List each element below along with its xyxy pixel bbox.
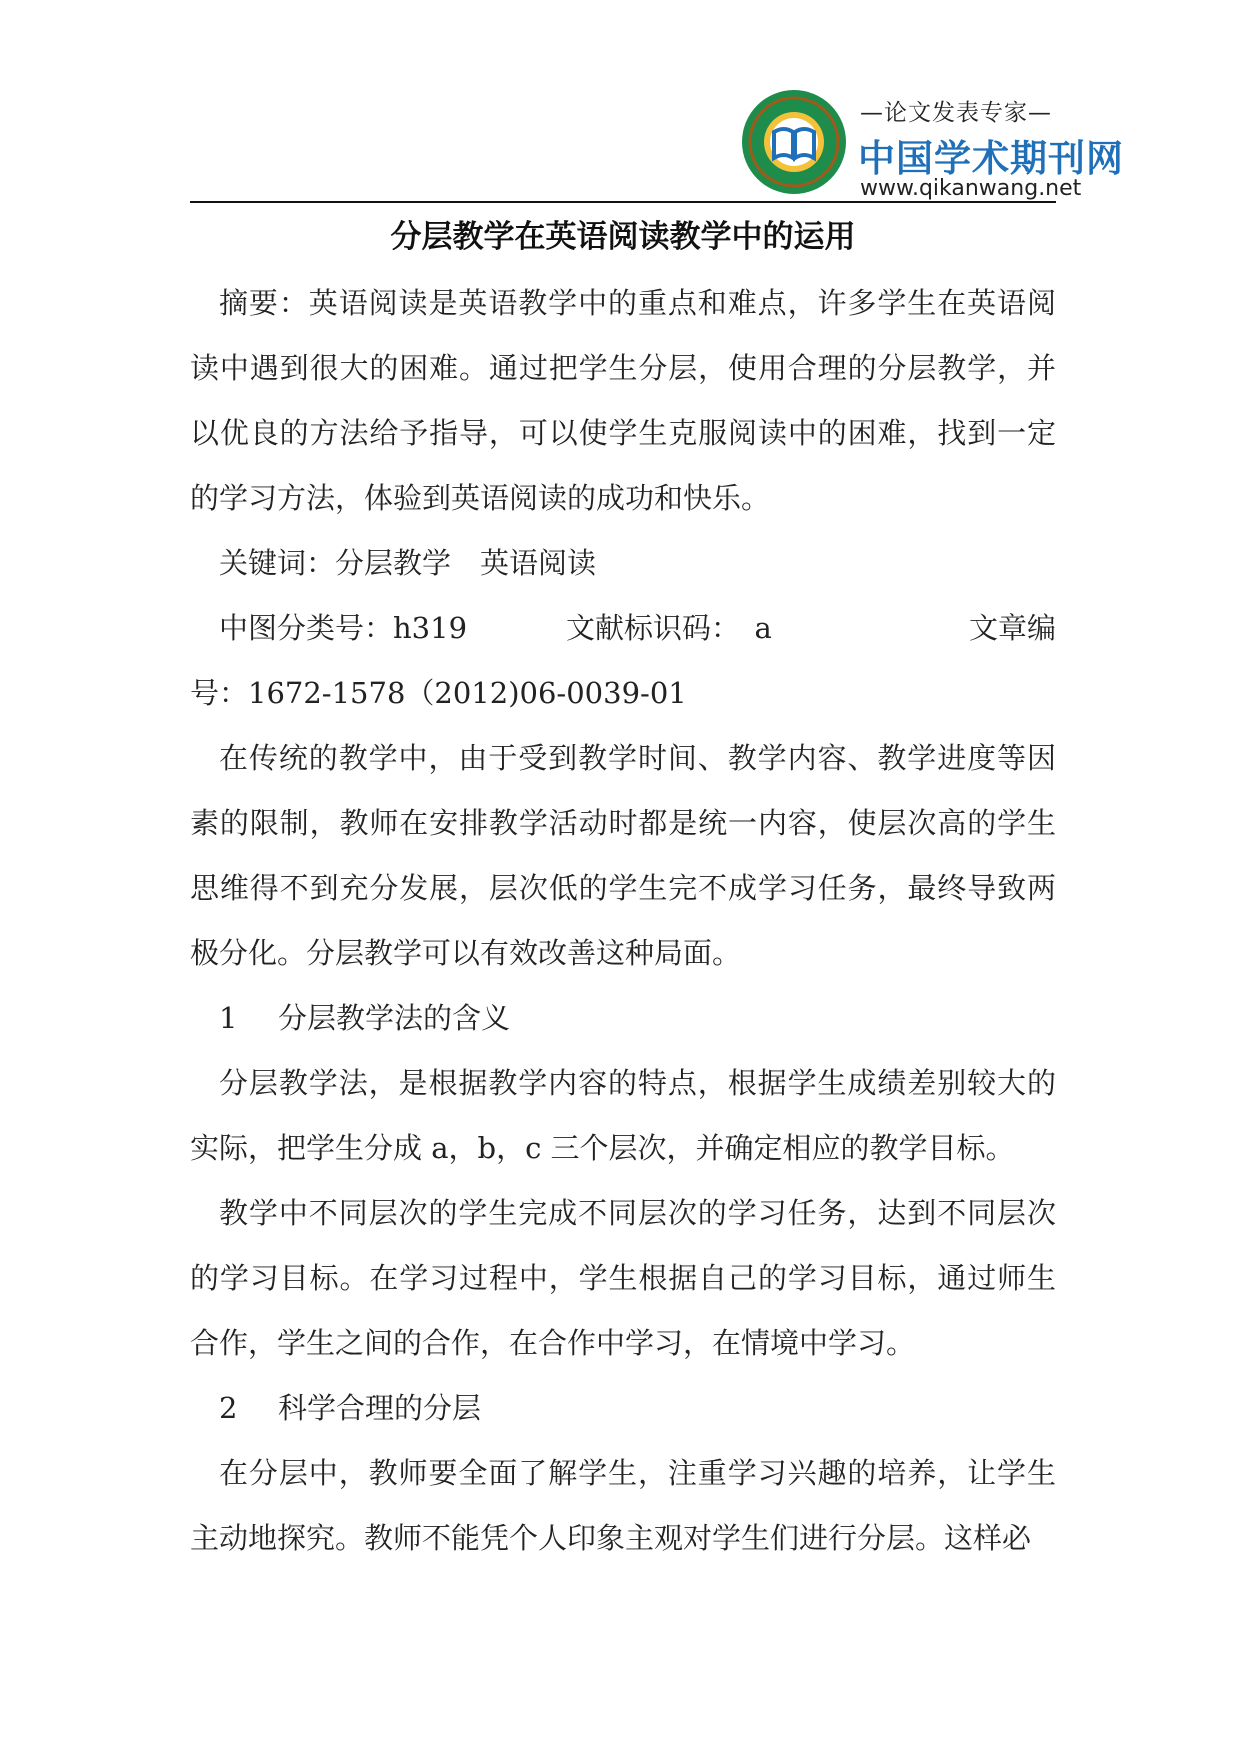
keywords-line: 关键词：分层教学 英语阅读 [219, 546, 597, 580]
doc-code: 文献标识码： a [566, 611, 772, 645]
publisher-logo [740, 88, 1124, 201]
intro-paragraph: 在传统的教学中，由于受到教学时间、教学内容、教学进度等因素的限制，教师在安排教学活动时都是统一内容，使层次高的学生思维得不到充分发展，层次低的学生完不成学习任务，最终导致两极分化。分层教学可以有效改善这种局面。 [190, 741, 1056, 970]
section-1-paragraph-2: 教学中不同层次的学生完成不同层次的学习任务，达到不同层次的学习目标。在学习过程中，学生根据自己的学习目标，通过师生合作，学生之间的合作，在合作中学习，在情境中学习。 [190, 1196, 1056, 1360]
article-title: 分层教学在英语阅读教学中的运用 [390, 219, 856, 255]
abstract-paragraph: 摘要：英语阅读是英语教学中的重点和难点，许多学生在英语阅读中遇到很大的困难。通过把学生分层，使用合理的分层教学，并以优良的方法给予指导，可以使学生克服阅读中的困难，找到一定的学习方法，体验到英语阅读的成功和快乐。 [190, 286, 1056, 515]
section-2-title: 科学合理的分层 [278, 1391, 482, 1425]
logo-tagline: —论文发表专家— [860, 100, 1052, 126]
section-2-number: 2 [219, 1391, 238, 1425]
logo-website: www.qikanwang.net [860, 176, 1082, 201]
section-1-paragraph-1: 分层教学法，是根据教学内容的特点，根据学生成绩差别较大的实际，把学生分成 a，b，c 三个层次，并确定相应的教学目标。 [190, 1066, 1056, 1165]
classification-row [190, 596, 1056, 661]
section-1-number: 1 [219, 1001, 238, 1035]
section-2-paragraph-1: 在分层中，教师要全面了解学生，注重学习兴趣的培养，让学生主动地探究。教师不能凭个人印象主观对学生们进行分层。这样必 [190, 1456, 1056, 1555]
section-1-title: 分层教学法的含义 [278, 1001, 511, 1035]
article-body [190, 271, 1056, 1571]
seal-book-icon [740, 88, 848, 196]
article-number-value: 号：1672-1578（2012)06-0039-01 [190, 676, 687, 710]
section-1-heading [190, 986, 1056, 1051]
class-number: 中图分类号：h319 [219, 611, 468, 645]
logo-brand-name: 中国学术期刊网 [858, 137, 1124, 180]
section-2-heading [190, 1376, 1056, 1441]
header-divider [190, 201, 1056, 203]
article-number-label: 文章编 [968, 611, 1056, 645]
